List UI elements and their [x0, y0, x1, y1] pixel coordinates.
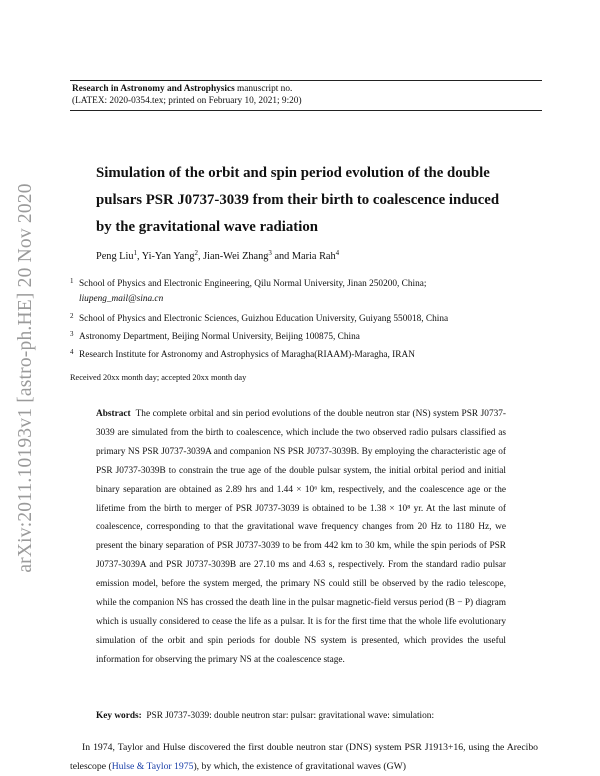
affiliation: 4 Research Institute for Astronomy and Astrophysics of Maragha(RIAAM)-Maragha, IRAN [70, 348, 415, 360]
journal-suffix: manuscript no. [234, 84, 293, 94]
arxiv-stamp [14, 163, 38, 593]
keywords [96, 711, 506, 721]
author: Maria Rah$^4$ [291, 249, 340, 262]
keywords-label: Key words: [96, 711, 142, 721]
email-link[interactable]: liupeng_mail@sina.cn [79, 294, 164, 304]
intro-paragraph: In 1974, Taylor and Hulse discovered the first double neutron star (DNS) system PSR J1913+16, using the Arecibo telescope (Hulse & Taylor 1975), by which, the existence of gravitational waves (GW) [70, 742, 539, 772]
author: Peng Liu$^1$ [96, 249, 137, 262]
keywords-text: PSR J0737-3039: double neutron star: pulsar: gravitational wave: simulation: [146, 711, 435, 721]
print-info: (LATEX: 2020-0354.tex; printed on February 10, 2021; 9:20) [72, 96, 302, 106]
journal-line [72, 83, 540, 95]
abstract-label: Abstract [96, 409, 131, 419]
journal-name: Research in Astronomy and Astrophysics [72, 84, 235, 94]
abstract [96, 405, 506, 670]
affiliation: 2 School of Physics and Electronic Sciences, Guizhou Education University, Guiyang 550018, China [70, 312, 449, 324]
paper-title: Simulation of the orbit and spin period evolution of the double pulsars PSR J0737-3039 from their birth to coalescence induced by the gravitational wave radiation [96, 165, 500, 235]
arxiv-id: arXiv:2011.10193v1 [astro-ph.HE] 20 Nov 2020 [15, 183, 36, 573]
abstract-text: The complete orbital and sin period evolutions of the double neutron star (NS) system PSR J0737-3039 are simulated from the birth to coalescence, which include the two observed radio pulsars classified as primary NS PSR J0737-3039A and companion NS PSR J0737-3039B. By employing the characteristic age of PSR J0737-3039B to constrain the true age of the double pulsar system, the initial orbital period and initial binary separation are obtained as 2.89 hrs and 1.44 × 10⁶ km, respectively, and the coalescence age or the lifetime from the birth to merger of PSR J0737-3039 is obtained to be 1.38 × 10⁸ yr. At the last minute of coalescence, corresponding to that the gravitational wave frequency changes from 20 Hz to 1180 Hz, we present the binary separation of PSR J0737-3039 to be from 442 km to 30 km, while the spin periods of PSR J0737-3039A and PSR J0737-3039B are 27.10 ms and 4.63 s, respectively. From the standard radio pulsar emission model, before the system merged, the primary NS could still be observed by the radio telescope, while the companion NS has crossed the death line in the pulsar magnetic-field versus period (B − P) diagram which is usually considered to cease the life as a pulsar. It is for the first time that the whole life evolutionary simulation of the orbit and spin periods for double NS system is presented, which provides the useful information for observing the primary NS at the coalescence stage. [96, 409, 506, 665]
received-date: Received 20xx month day; accepted 20xx month day [70, 373, 247, 382]
author-list: Peng Liu$^1$, Yi-Yan Yang$^2$, Jian-Wei Zhang$^3$ and Maria Rah$^4$ [96, 249, 340, 262]
citation-link[interactable]: Hulse & Taylor 1975 [111, 761, 194, 772]
author: Jian-Wei Zhang$^3$ [203, 249, 272, 262]
journal-header [70, 80, 542, 111]
affiliation: 1 School of Physics and Electronic Engineering, Qilu Normal University, Jinan 250200, China; [70, 277, 427, 289]
affiliation: 3 Astronomy Department, Beijing Normal University, Beijing 100875, China [70, 330, 360, 342]
author: Yi-Yan Yang$^2$ [141, 249, 198, 262]
